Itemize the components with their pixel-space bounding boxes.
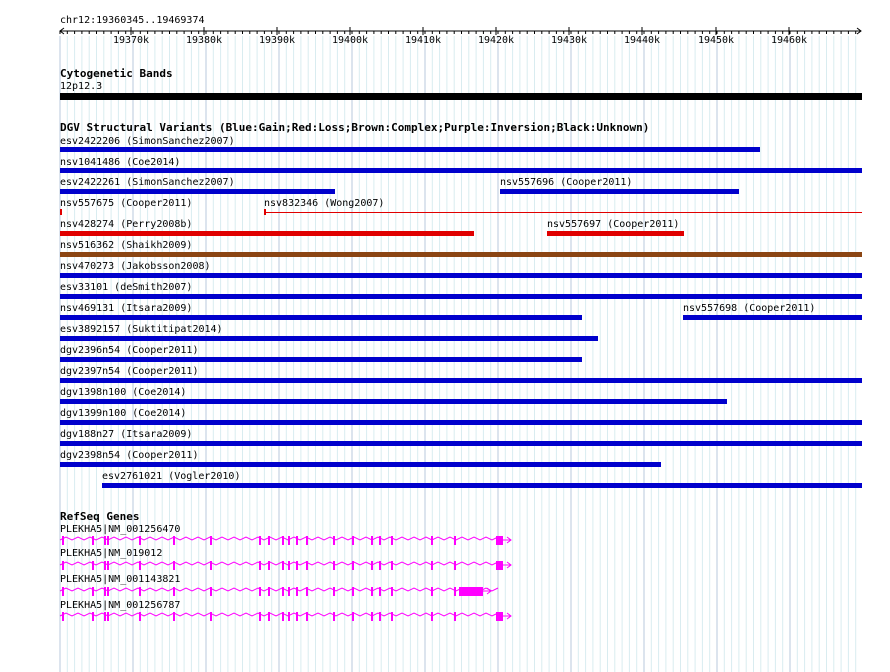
variant-label-nsv470273: nsv470273 (Jakobsson2008) [60, 261, 211, 272]
ruler-tick-label: 19450k [697, 35, 735, 46]
ruler-tick-label: 19410k [404, 35, 442, 46]
variant-label-esv33101: esv33101 (deSmith2007) [60, 282, 193, 293]
variant-label-nsv1041486: nsv1041486 (Coe2014) [60, 157, 181, 168]
cytoband-track-title: Cytogenetic Bands [60, 67, 173, 80]
gene-label-nm-001256470: PLEKHA5|NM_001256470 [60, 524, 181, 535]
variant-label-esv2761021: esv2761021 (Vogler2010) [102, 471, 241, 482]
variant-label-nsv557675: nsv557675 (Cooper2011) [60, 198, 193, 209]
variant-label-dgv2396n54: dgv2396n54 (Cooper2011) [60, 345, 199, 356]
variant-label-esv3892157: esv3892157 (Suktitipat2014) [60, 324, 223, 335]
variant-label-esv2422261: esv2422261 (SimonSanchez2007) [60, 177, 235, 188]
variant-label-dgv2398n54: dgv2398n54 (Cooper2011) [60, 450, 199, 461]
dgv-track-title: DGV Structural Variants (Blue:Gain;Red:Loss;Brown:Complex;Purple:Inversion;Black:Unknown) [60, 121, 650, 134]
cytoband-label: 12p12.3 [60, 81, 103, 92]
variant-label-esv2422206: esv2422206 (SimonSanchez2007) [60, 136, 235, 147]
ruler-tick-label: 19460k [770, 35, 808, 46]
variant-label-dgv188n27: dgv188n27 (Itsara2009) [60, 429, 193, 440]
variant-label-nsv516362: nsv516362 (Shaikh2009) [60, 240, 193, 251]
variant-label-dgv2397n54: dgv2397n54 (Cooper2011) [60, 366, 199, 377]
gene-model-row[interactable] [60, 536, 511, 545]
variant-label-nsv557696: nsv557696 (Cooper2011) [500, 177, 633, 188]
gene-model-row[interactable] [60, 587, 498, 596]
gene-label-nm-001143821: PLEKHA5|NM_001143821 [60, 574, 181, 585]
variant-label-dgv1399n100: dgv1399n100 (Coe2014) [60, 408, 187, 419]
ruler-tick-label: 19440k [623, 35, 661, 46]
gene-label-nm-019012: PLEKHA5|NM_019012 [60, 548, 163, 559]
ruler-tick-label: 19370k [112, 35, 150, 46]
variant-label-nsv557698: nsv557698 (Cooper2011) [683, 303, 816, 314]
refseq-track-title: RefSeq Genes [60, 510, 140, 523]
ruler-tick-label: 19380k [185, 35, 223, 46]
variant-label-nsv428274: nsv428274 (Perry2008b) [60, 219, 193, 230]
variant-label-nsv469131: nsv469131 (Itsara2009) [60, 303, 193, 314]
ruler-tick-label: 19390k [258, 35, 296, 46]
ruler-tick-label: 19400k [331, 35, 369, 46]
gene-model-row[interactable] [60, 612, 511, 621]
gene-model-row[interactable] [60, 561, 511, 570]
locus-label: chr12:19360345..19469374 [60, 15, 205, 26]
gene-label-nm-001256787: PLEKHA5|NM_001256787 [60, 600, 181, 611]
variant-label-nsv832346: nsv832346 (Wong2007) [264, 198, 385, 209]
ruler-tick-label: 19420k [477, 35, 515, 46]
variant-label-nsv557697: nsv557697 (Cooper2011) [547, 219, 680, 230]
ruler-tick-label: 19430k [550, 35, 588, 46]
variant-label-dgv1398n100: dgv1398n100 (Coe2014) [60, 387, 187, 398]
